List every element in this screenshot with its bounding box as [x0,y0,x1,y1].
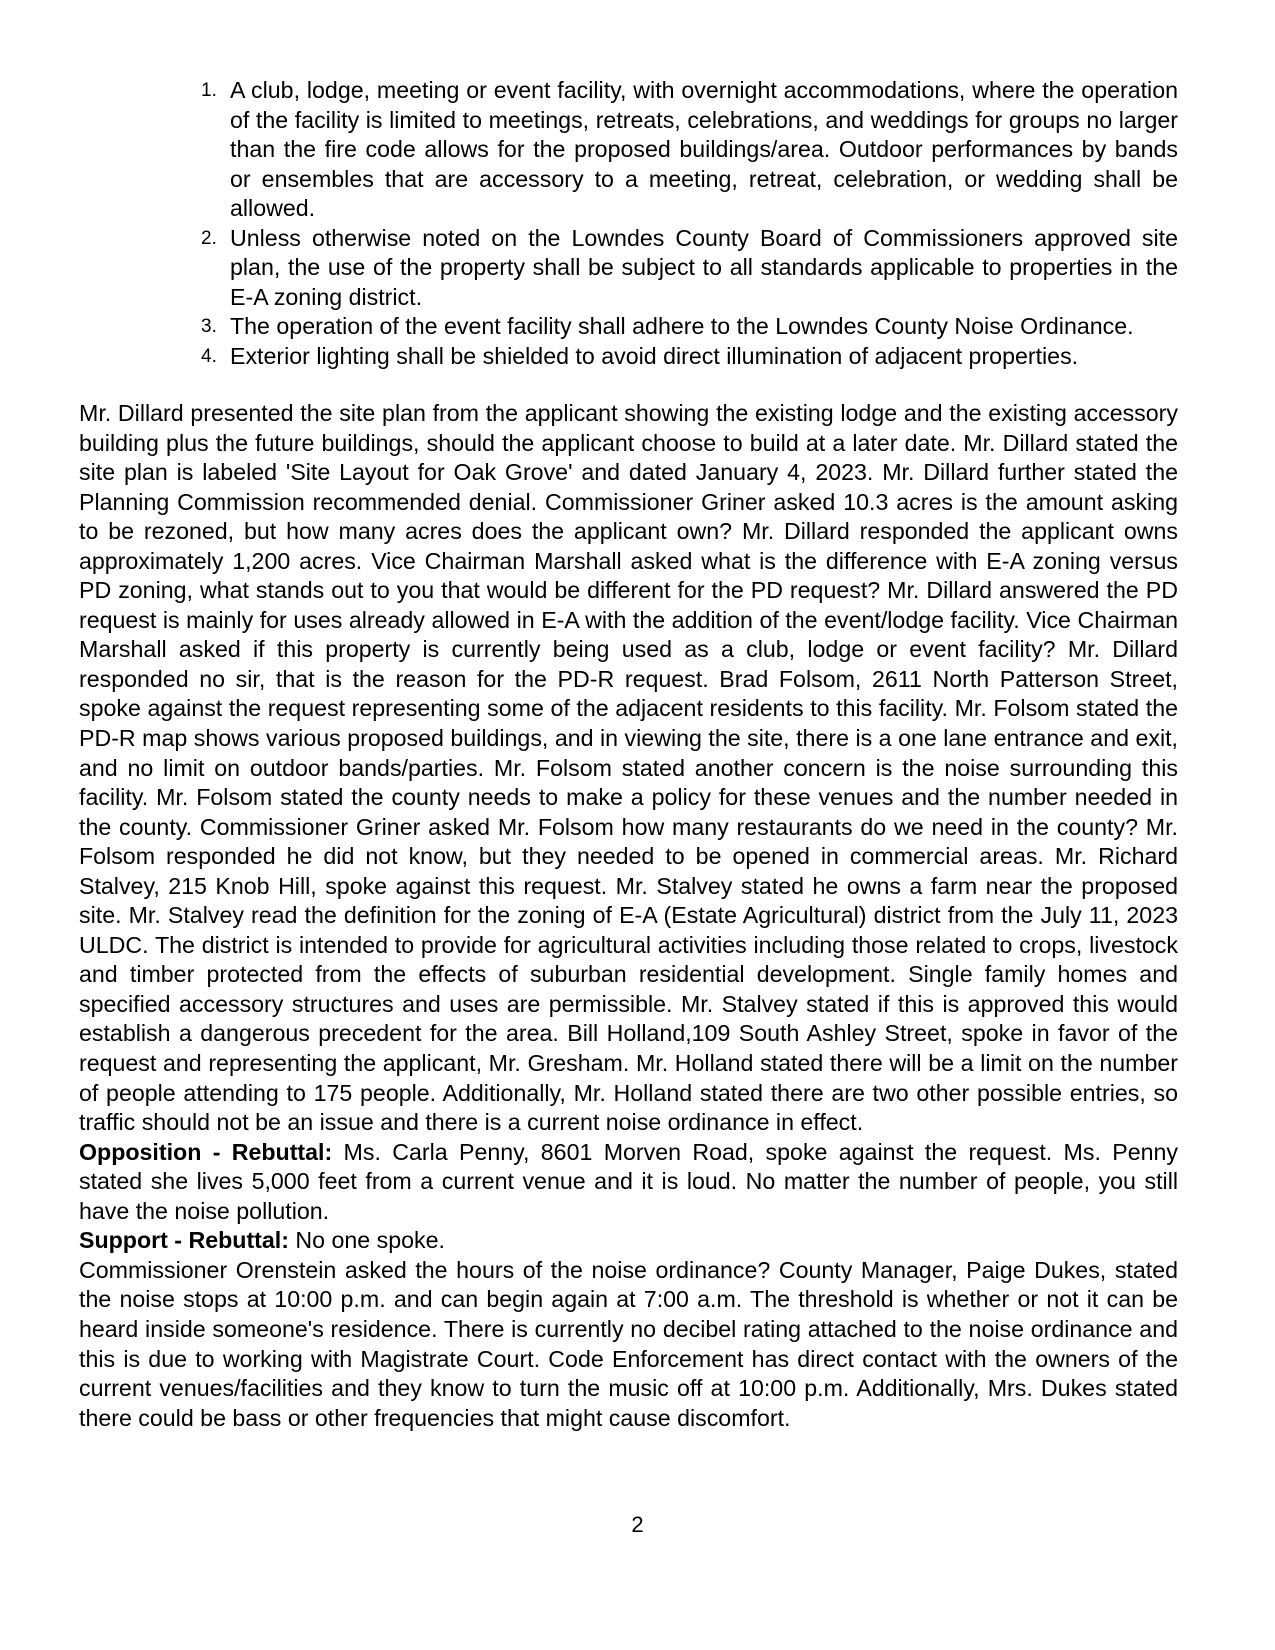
opposition-rebuttal-label: Opposition - Rebuttal: [79,1138,333,1165]
conditions-list [190,76,1178,371]
opposition-rebuttal-text: Ms. Carla Penny, 8601 Morven Road, spoke against the request. Ms. Penny stated she lives 5,000 feet from a current venue and it is loud. No matter the number of people, you still have the noise pollution. [79,1138,1178,1224]
condition-number: 3. [201,316,217,337]
condition-item [190,342,1178,372]
condition-number: 2. [201,227,217,249]
opposition-rebuttal-paragraph [79,1138,1178,1227]
closing-paragraph: Commissioner Orenstein asked the hours of the noise ordinance? County Manager, Paige Dukes, stated the noise stops at 10:00 p.m. and can begin again at 7:00 a.m. The threshold is whether or not it can be heard inside someone's residence. There is currently no decibel rating attached to the noise ordinance and this is due to working with Magistrate Court. Code Enforcement has direct contact with the owners of the current venues/facilities and they know to turn the music off at 10:00 p.m. Additionally, Mrs. Dukes stated there could be bass or other frequencies that might cause discomfort. [79,1256,1178,1431]
support-rebuttal-text: No one spoke. [288,1227,445,1254]
condition-number: 4. [201,345,217,367]
minutes-body [79,399,1178,1433]
condition-text: Unless otherwise noted on the Lowndes County Board of Commissioners approved site plan, the use of the property shall be subject to all standards applicable to properties in the E-A zoning district. [230,224,1178,310]
condition-text: A club, lodge, meeting or event facility, with overnight accommodations, where the operation of the facility is limited to meetings, retreats, celebrations, and weddings for groups no larger than the fire code allows for the proposed buildings/area. Outdoor performances by bands or ensembles that are accessory to a meeting, retreat, celebration, or wedding shall be allowed. [230,77,1178,221]
condition-number: 1. [201,80,217,101]
condition-text: The operation of the event facility shall adhere to the Lowndes County Noise Ordinance. [230,313,1134,339]
condition-item [190,224,1178,313]
condition-item [190,312,1178,342]
condition-item [190,76,1178,224]
support-rebuttal-label: Support - Rebuttal: [79,1227,289,1254]
page-number: 2 [631,1512,644,1537]
main-paragraph: Mr. Dillard presented the site plan from the applicant showing the existing lodge and the existing accessory building plus the future buildings, should the applicant choose to build at a later date. Mr. Dillard stated the site plan is labeled 'Site Layout for Oak Grove' and dated January 4, 2023. Mr. Dillard further stated the Planning Commission recommended denial. Commissioner Griner asked 10.3 acres is the amount asking to be rezoned, but how many acres does the applicant own? Mr. Dillard responded the applicant owns approximately 1,200 acres. Vice Chairman Marshall asked what is the difference with E-A zoning versus PD zoning, what stands out to you that would be different for the PD request? Mr. Dillard answered the PD request is mainly for uses already allowed in E-A with the addition of the event/lodge facility. Vice Chairman Marshall asked if this property is currently being used as a club, lodge or event facility? Mr. Dillard responded no sir, that is the reason for the PD-R request. Brad Folsom, 2611 North Patterson Street, spoke against the request representing some of the adjacent residents to this facility. Mr. Folsom stated the PD-R map shows various proposed buildings, and in viewing the site, there is a one lane entrance and exit, and no limit on outdoor bands/parties. Mr. Folsom stated another concern is the noise surrounding this facility. Mr. Folsom stated the county needs to make a policy for these venues and the number needed in the county. Commissioner Griner asked Mr. Folsom how many restaurants do we need in the county? Mr. Folsom responded he did not know, but they needed to be opened in commercial areas. Mr. Richard Stalvey, 215 Knob Hill, spoke against this request. Mr. Stalvey stated he owns a farm near the proposed site. Mr. Stalvey read the definition for the zoning of E-A (Estate Agricultural) district from the July 11, 2023 ULDC. The district is intended to provide for agricultural activities including those related to crops, livestock and timber protected from the effects of suburban residential development. Single family homes and specified accessory structures and uses are permissible. Mr. Stalvey stated if this is approved this would establish a dangerous precedent for the area. Bill Holland,109 South Ashley Street, spoke in favor of the request and representing the applicant, Mr. Gresham. Mr. Holland stated there will be a limit on the number of people attending to 175 people. Additionally, Mr. Holland stated there are two other possible entries, so traffic should not be an issue and there is a current noise ordinance in effect. [79,400,1178,1136]
condition-text: Exterior lighting shall be shielded to avoid direct illumination of adjacent properties. [230,342,1079,369]
support-rebuttal-paragraph [79,1226,1178,1256]
